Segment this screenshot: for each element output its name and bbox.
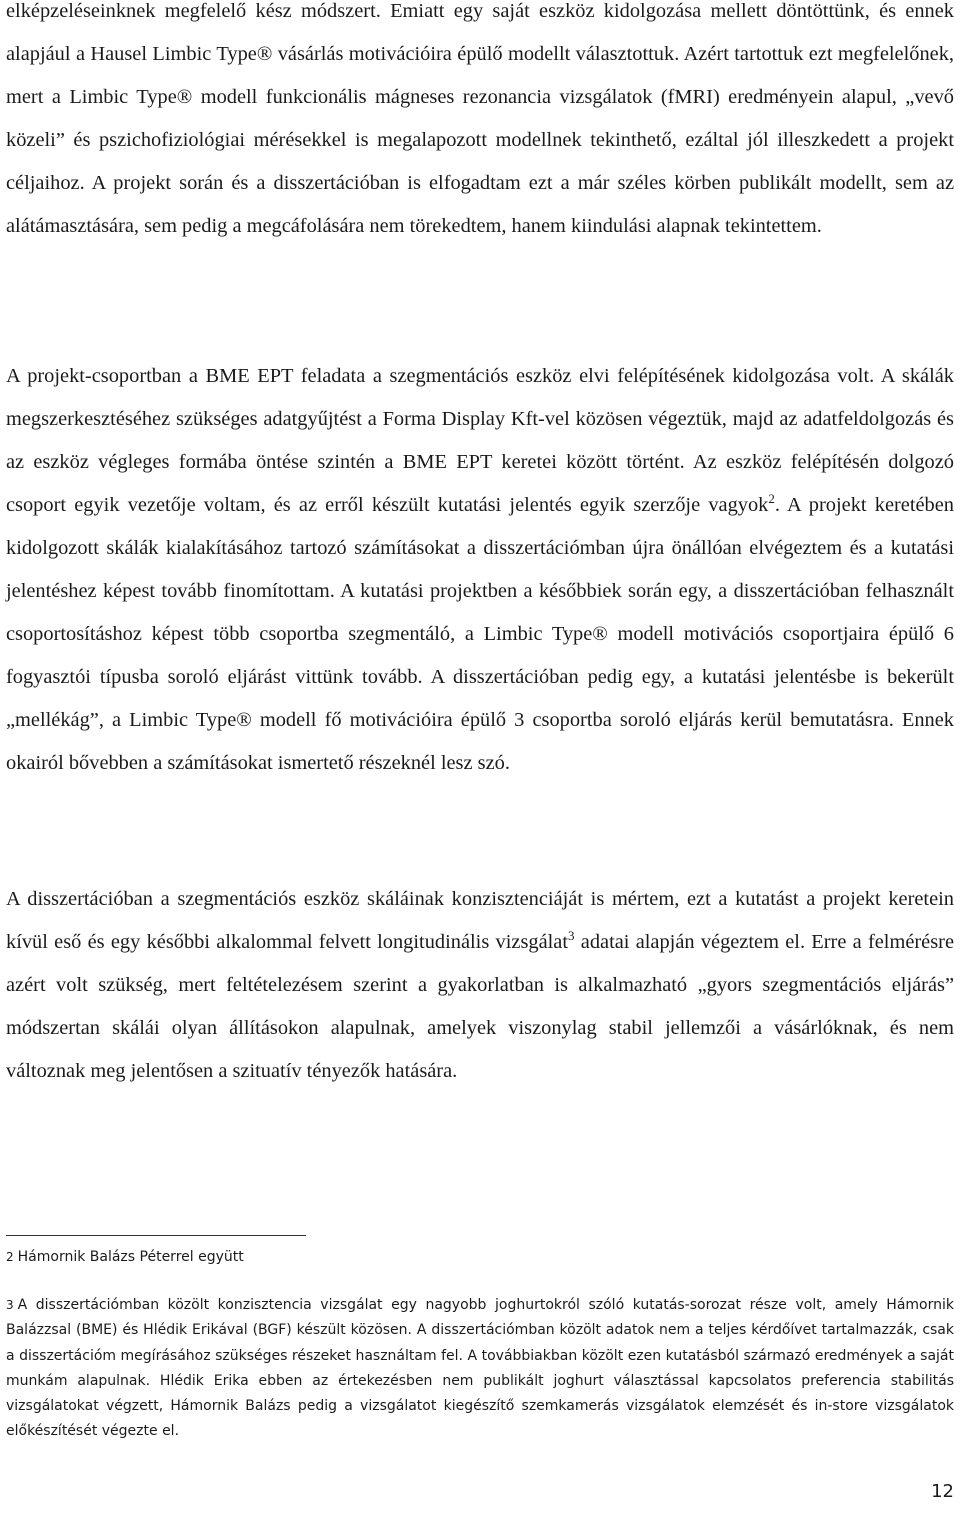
paragraph-text: . A projekt keretében kidolgozott skálák kialakításához tartozó számításokat a disszertációmban újra önállóan elvégeztem és a kutatási jelentéshez képest tovább finomítottam. A kutatási projektben a későbbiek során egy, a disszertációban felhasznált csoportosításhoz képest több csoportba szegmentáló, a Limbic Type® modell motivációs csoportjaira épülő 6 fogyasztói típusba soroló eljárást vittünk tovább. A disszertációban pedig egy, a kutatási jelentésbe is bekerült „mellékág”, a Limbic Type® modell fő motivációira épülő 3 csoportba soroló eljárás kerül bemutatásra. Ennek okairól bővebben a számításokat ismertető részeknél lesz szó.: [6, 494, 954, 774]
paragraph-text: A projekt-csoportban a BME EPT feladata a szegmentációs eszköz elvi felépítésének kidolgozása volt. A skálák megszerkesztéséhez szükséges adatgyűjtést a Forma Display Kft-vel közösen végeztük, majd az adatfeldolgozás és az eszköz végleges formába öntése szintén a BME EPT keretei között történt. Az eszköz felépítésén dolgozó csoport egyik vezetője voltam, és az erről készült kutatási jelentés egyik szerzője vagyok: [6, 365, 954, 516]
body-paragraph: [6, 878, 954, 1093]
footnote-text: Hámornik Balázs Péterrel együtt: [17, 1249, 244, 1265]
footnote: [6, 1293, 954, 1445]
footnote-separator: [6, 1235, 306, 1236]
footnote-text: A disszertációmban közölt konzisztencia vizsgálat egy nagyobb joghurtokról szóló kutatás-sorozat része volt, amely Hámornik Balázzsal (BME) és Hlédik Erikával (BGF) készült közösen. A disszertációmban közölt adatok nem a teljes kérdőívet tartalmazzák, csak a disszertációm megírásához szükséges részeket használtam fel. A továbbiakban közölt ezen kutatásból származó eredmények a saját munkám alapulnak. Hlédik Erika ebben az értekezésben nem publikált joghurt választással kapcsolatos preferencia stabilitás vizsgálatokat végzett, Hámornik Balázs pedig a vizsgálatot kiegészítő szemkamerás vizsgálatok elemzését és in-store vizsgálatok előkészítését végezte el.: [6, 1297, 954, 1440]
body-paragraph: [6, 355, 954, 785]
body-paragraph: [6, 0, 954, 248]
paragraph-text: adatai alapján végeztem el. Erre a felmérésre azért volt szükség, mert feltételezésem szerint a gyakorlatban is alkalmazható „gyors szegmentációs eljárás” módszertan skálái olyan állításokon alapulnak, amelyek viszonylag stabil jellemzői a vásárlóknak, és nem változnak meg jelentősen a szituatív tényezők hatására.: [6, 931, 954, 1082]
footnote-mark: 2: [6, 1250, 14, 1264]
paragraph-text: A disszertációban a szegmentációs eszköz skáláinak konzisztenciáját is mértem, ezt a kutatást a projekt keretein kívül eső és egy későbbi alkalommal felvett longitudinális vizsgálat: [6, 888, 954, 953]
footnote-reference[interactable]: 2: [768, 491, 775, 506]
page-number: 12: [931, 1481, 954, 1502]
footnote: [6, 1245, 954, 1270]
footnote-reference[interactable]: 3: [568, 928, 575, 943]
footnote-mark: 3: [6, 1298, 14, 1312]
paragraph-text: elképzeléseinknek megfelelő kész módszert. Emiatt egy saját eszköz kidolgozása mellett döntöttünk, és ennek alapjául a Hausel Limbic Type® vásárlás motivációira épülő modellt választottuk. Azért tartottuk ezt megfelelőnek, mert a Limbic Type® modell funkcionális mágneses rezonancia vizsgálatok (fMRI) eredményein alapul, „vevő közeli” és pszichofiziológiai mérésekkel is megalapozott modellnek tekinthető, ezáltal jól illeszkedett a projekt céljaihoz. A projekt során és a disszertációban is elfogadtam ezt a már széles körben publikált modellt, sem az alátámasztására, sem pedig a megcáfolására nem törekedtem, hanem kiindulási alapnak tekintettem.: [6, 0, 954, 237]
